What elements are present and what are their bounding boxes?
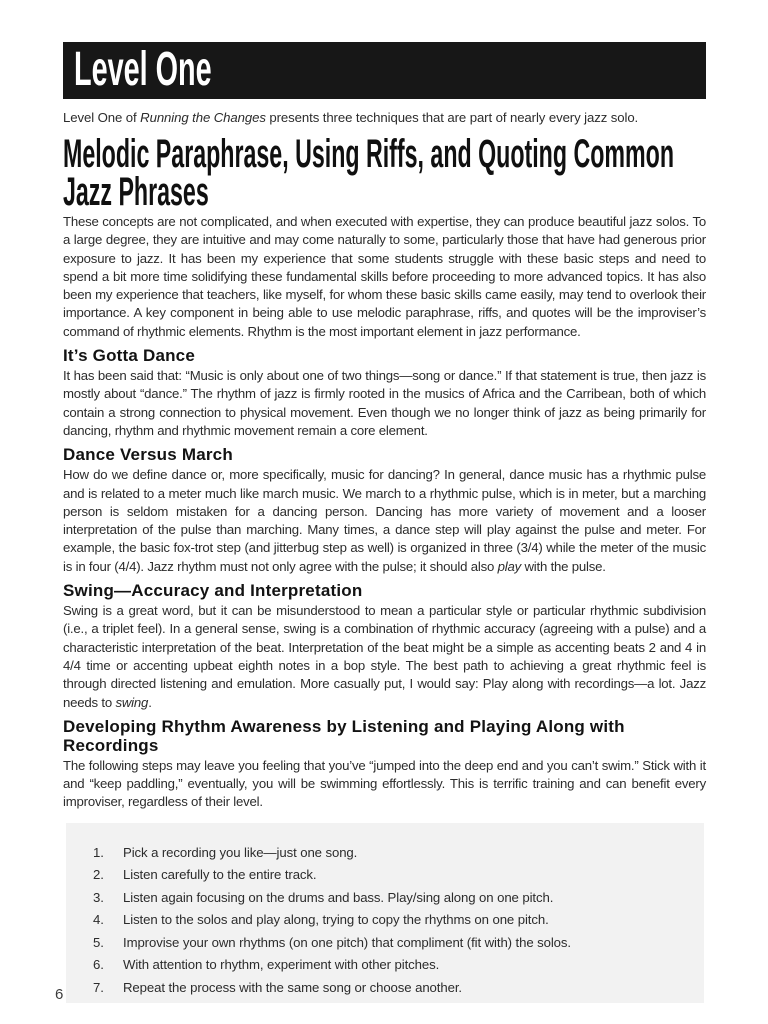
- page-title-line-1: Melodic Paraphrase, Using Riffs, and Quoting Common: [63, 132, 674, 176]
- heading-dance-versus-march: Dance Versus March: [63, 445, 233, 465]
- step-item: [93, 889, 686, 907]
- page-title: [63, 132, 706, 214]
- step-text: Listen to the solos and play along, trying to copy the rhythms on one pitch.: [123, 912, 549, 928]
- heading-developing-rhythm-awareness: Developing Rhythm Awareness by Listening and Playing Along with Recordings: [63, 716, 625, 755]
- heading-its-gotta-dance: It’s Gotta Dance: [63, 346, 195, 366]
- step-item: [93, 866, 686, 884]
- step-text: Pick a recording you like—just one song.: [123, 844, 358, 860]
- page-number: 6: [55, 986, 64, 1003]
- page-title-line-2: Jazz Phrases: [63, 170, 209, 214]
- practice-steps-list: [93, 844, 686, 997]
- step-item: [93, 911, 686, 929]
- paragraph-developing-rhythm-awareness: The following steps may leave you feeling that you’ve “jumped into the deep end and you can’t swim.” Stick with it and “keep paddling,” eventually, you will be swimming effortlessly. This is terrific training and can benefit every improviser, regardless of their level.: [63, 757, 706, 810]
- step-number: 3.: [93, 889, 104, 905]
- step-number: 5.: [93, 934, 104, 950]
- heading-swing-accuracy-interpretation: Swing—Accuracy and Interpretation: [63, 581, 363, 601]
- paragraph-its-gotta-dance: It has been said that: “Music is only about one of two things—song or dance.” If that statement is true, then jazz is mostly about “dance.” The rhythm of jazz is firmly rooted in the musics of Africa and the Carribean, both of which contain a strong connection to physical movement. Even though we no longer think of jazz as being primarily for dancing, rhythm and rhythmic movement remain a core element.: [63, 368, 706, 438]
- intro-line: Level One of Running the Changes presents three techniques that are part of nearly every jazz solo.: [63, 110, 639, 125]
- step-text: With attention to rhythm, experiment with other pitches.: [123, 957, 440, 973]
- practice-steps-box: [66, 823, 704, 1003]
- step-text: Improvise your own rhythms (on one pitch) that compliment (fit with) the solos.: [123, 934, 571, 950]
- step-item: [93, 956, 686, 974]
- paragraph-swing-accuracy-interpretation: Swing is a great word, but it can be misunderstood to mean a particular style or particular rhythmic subdivision (i.e., a triplet feel). In a general sense, swing is a combination of rhythmic accuracy (agreeing with a pulse) and a characteristic interpretation of the beat. Interpretation of the beat might be a simple as accenting beats 2 and 4 in 4/4 time or accenting upbeat eighth notes in a bop style. The best path to achieving a great rhythmic feel is through directed listening and emulation. More casually put, I would say: Play along with recordings—a lot. Jazz needs to swing.: [63, 603, 706, 710]
- page-content: [63, 42, 706, 1003]
- paragraph-dance-versus-march: How do we define dance or, more specifically, music for dancing? In general, dance music has a rhythmic pulse and is related to a meter much like march music. We march to a rhythmic pulse, which is in meter, but a marching person is seldom mistaken for a dancing person. Dancing has more variety of movement and a looser interpretation of the pulse than marching. Many times, a dance step will play against the pulse and meter. For example, the basic fox-trot step (and jitterbug step as well) is organized in three (3/4) while the meter of the music is in four (4/4). Jazz rhythm must not only agree with the pulse; it should also play with the pulse.: [63, 467, 706, 574]
- step-number: 4.: [93, 912, 104, 928]
- step-number: 6.: [93, 957, 104, 973]
- paragraph-overview: These concepts are not complicated, and when executed with expertise, they can produce beautiful jazz solos. To a large degree, they are intuitive and may come naturally to some, particularly those that have had generous prior exposure to jazz. It has been my experience that some students struggle with these basic steps and need to spend a bit more time solidifying these fundamental skills before proceeding to more advanced topics. It has also been my experience that teachers, like myself, for whom these basic skills came easily, may tend to overlook their importance. A key component in being able to use melodic paraphrase, riffs, and quotes will be the improviser’s command of rhythmic elements. Rhythm is the most important element in jazz performance.: [63, 214, 706, 339]
- step-text: Repeat the process with the same song or choose another.: [123, 979, 462, 995]
- chapter-banner: [63, 42, 706, 99]
- step-number: 1.: [93, 844, 104, 860]
- step-item: [93, 979, 686, 997]
- chapter-banner-title: Level One: [74, 43, 212, 96]
- step-number: 2.: [93, 867, 104, 883]
- step-text: Listen again focusing on the drums and bass. Play/sing along on one pitch.: [123, 889, 554, 905]
- step-item: [93, 844, 686, 862]
- step-number: 7.: [93, 979, 104, 995]
- step-text: Listen carefully to the entire track.: [123, 867, 317, 883]
- step-item: [93, 934, 686, 952]
